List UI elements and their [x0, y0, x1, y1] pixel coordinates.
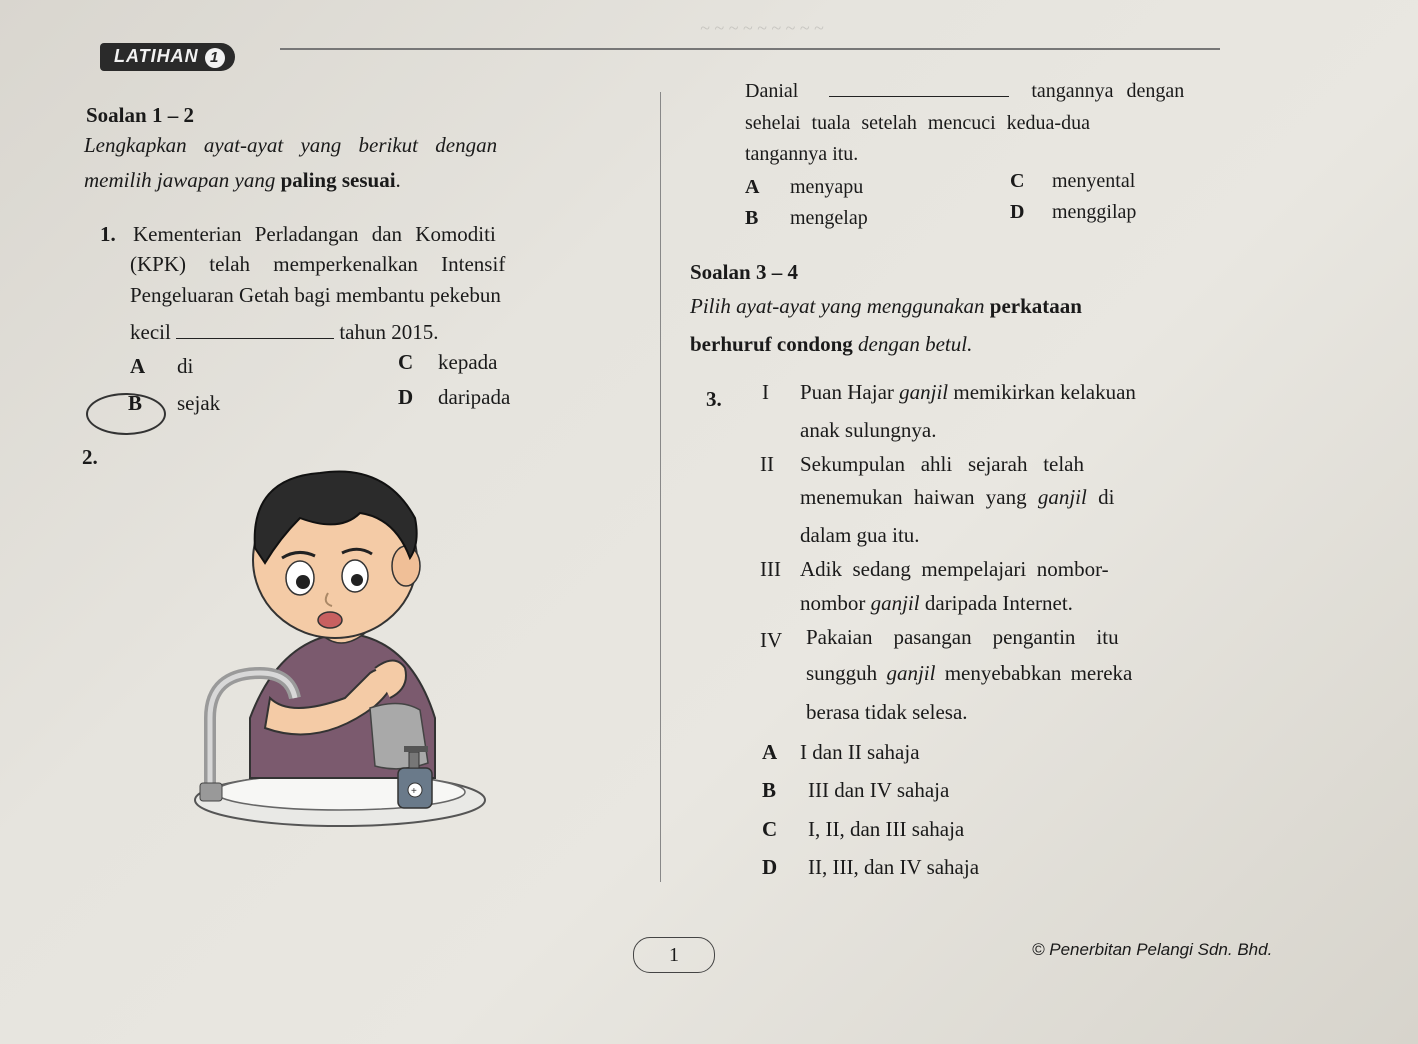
q3-option-d-letter: D	[762, 855, 778, 879]
q1-line-4: kecil tahun 2015.	[130, 320, 439, 344]
q1-option-c: kepada	[438, 350, 498, 374]
q3-option-c-letter: C	[762, 817, 778, 841]
latihan-badge	[100, 43, 235, 71]
q1-option-a-letter: A	[130, 354, 146, 378]
q3-option-b-letter: B	[762, 778, 777, 802]
q2-option-c: menyental	[1052, 170, 1136, 192]
q1-option-b-letter: B	[128, 391, 143, 415]
q1-line-3: Pengeluaran Getah bagi membantu pekebun	[130, 283, 501, 307]
q2-line-3: tangannya itu.	[745, 143, 859, 165]
q2-option-c-letter: C	[1010, 170, 1025, 192]
q2-option-b-letter: B	[745, 207, 759, 229]
q1-option-b: sejak	[177, 391, 221, 415]
q3-item-i-numeral: I	[762, 380, 769, 404]
badge-label: LATIHAN	[114, 46, 199, 66]
instruction-line-1: Lengkapkan ayat-ayat yang berikut dengan	[84, 133, 498, 157]
q3-option-c: I, II, dan III sahaja	[808, 817, 965, 841]
q3-option-a-letter: A	[762, 740, 778, 764]
instruction-line-2: memilih jawapan yang paling sesuai.	[84, 168, 401, 192]
instruction2-line-2: berhuruf condong dengan betul.	[690, 332, 973, 356]
answer-circle-mark	[86, 393, 166, 435]
q1-option-c-letter: C	[398, 350, 414, 374]
q3-item-iii-line-2: nombor ganjil daripada Internet.	[800, 591, 1073, 615]
q3-item-i-line-2: anak sulungnya.	[800, 418, 937, 442]
q1-option-d: daripada	[438, 385, 511, 409]
q3-item-iv-numeral: IV	[760, 628, 783, 652]
q2-option-a-letter: A	[745, 176, 760, 198]
section-heading-1-2: Soalan 1 – 2	[86, 103, 194, 127]
q2-line-1: Danial tangannya dengan	[745, 80, 1185, 102]
q2-option-d-letter: D	[1010, 201, 1025, 223]
svg-text:+: +	[411, 786, 417, 797]
q3-item-ii-numeral: II	[760, 452, 774, 476]
q3-item-iv-line-3: berasa tidak selesa.	[806, 700, 968, 724]
q3-item-iv-line-2: sungguh ganjil menyebabkan mereka	[806, 661, 1133, 685]
q3-item-iii-numeral: III	[760, 557, 781, 581]
q2-blank	[829, 96, 1009, 97]
q3-item-ii-line-2: menemukan haiwan yang ganjil di	[800, 485, 1115, 509]
q3-option-b: III dan IV sahaja	[808, 778, 950, 802]
header-rule	[280, 48, 1220, 50]
q3-number: 3.	[706, 387, 722, 411]
section-heading-3-4: Soalan 3 – 4	[690, 260, 798, 284]
instruction2-line-1: Pilih ayat-ayat yang menggunakan perkataan	[690, 294, 1082, 318]
q2-option-d: menggilap	[1052, 201, 1137, 223]
q3-item-iii-line-1: Adik sedang mempelajari nombor-	[800, 557, 1109, 581]
q2-option-b: mengelap	[790, 207, 868, 229]
badge-number: 1	[205, 48, 225, 68]
column-divider	[660, 92, 661, 882]
q2-number: 2.	[82, 445, 98, 469]
q1-number: 1.	[100, 222, 116, 246]
q3-item-i-line-1: Puan Hajar ganjil memikirkan kelakuan	[800, 380, 1136, 404]
q1-option-d-letter: D	[398, 385, 414, 409]
q3-option-d: II, III, dan IV sahaja	[808, 855, 980, 879]
q1-line-2: (KPK) telah memperkenalkan Intensif	[130, 252, 506, 276]
q3-item-ii-line-3: dalam gua itu.	[800, 523, 920, 547]
copyright-notice: © Penerbitan Pelangi Sdn. Bhd.	[1032, 940, 1273, 959]
q3-item-ii-line-1: Sekumpulan ahli sejarah telah	[800, 452, 1085, 476]
q1-blank	[176, 338, 334, 339]
q1-line-1: Kementerian Perladangan dan Komoditi	[133, 222, 496, 246]
page-number: 1	[633, 937, 715, 973]
q2-option-a: menyapu	[790, 176, 864, 198]
q3-item-iv-line-1: Pakaian pasangan pengantin itu	[806, 625, 1119, 649]
q1-option-a: di	[177, 354, 194, 378]
boy-washing-hands-illustration	[170, 448, 490, 848]
bleed-through-text: ~ ~ ~ ~ ~ ~ ~ ~ ~	[700, 18, 824, 38]
q3-option-a: I dan II sahaja	[800, 740, 920, 764]
q2-line-2: sehelai tuala setelah mencuci kedua-dua	[745, 112, 1090, 134]
